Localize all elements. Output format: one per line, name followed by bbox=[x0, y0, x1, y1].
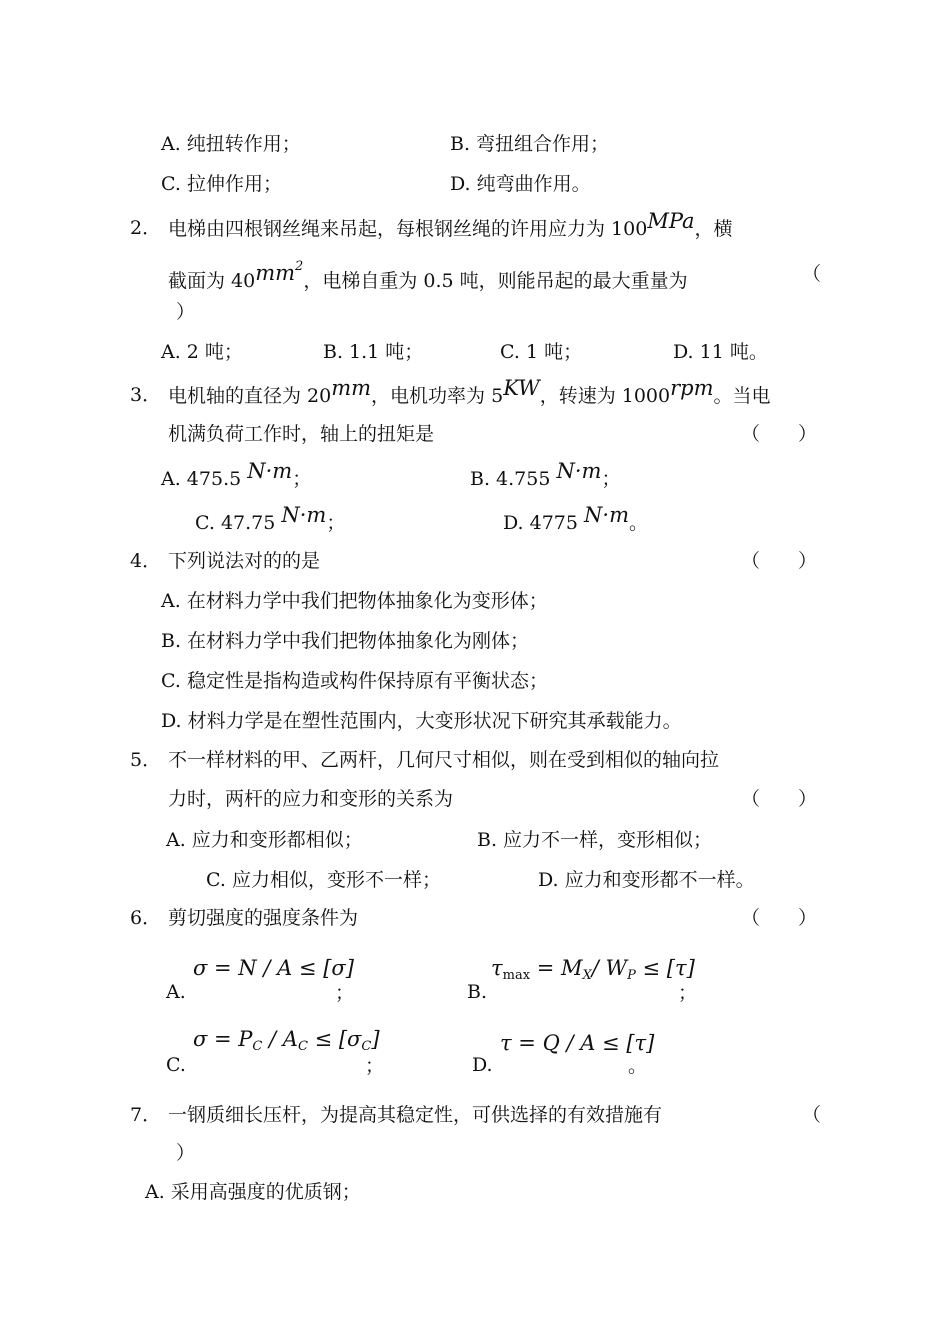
q1-option-c: C. 拉伸作用； bbox=[161, 173, 282, 195]
q2-stem-line1 bbox=[168, 209, 733, 241]
q2-text: ，横 bbox=[694, 218, 733, 240]
q2-option-c: C. 1 吨； bbox=[500, 341, 583, 363]
q2-option-b: B. 1.1 吨； bbox=[323, 341, 424, 363]
q3-text: 电机轴的直径为 20 bbox=[168, 385, 332, 407]
q3-option-d-end: 。 bbox=[629, 512, 649, 534]
q3-option-b-value: B. 4.755 bbox=[470, 468, 557, 490]
q3-option-d-value: D. 4775 bbox=[503, 512, 585, 534]
q6-option-a-end: ； bbox=[335, 982, 355, 1004]
q2-answer-paren-open: （ bbox=[802, 263, 822, 285]
q7-stem: 一钢质细长压杆，为提高其稳定性，可供选择的有效措施有 bbox=[168, 1104, 663, 1126]
q6-formula-c-a: / A bbox=[262, 1027, 298, 1051]
q3-unit-mm: mm bbox=[331, 376, 372, 400]
q6-formula-d: τ = Q / A ≤ [τ] bbox=[500, 1031, 655, 1055]
q6-option-a-label: A. bbox=[166, 981, 186, 1003]
q3-option-b-end: ； bbox=[601, 468, 621, 490]
q6-formula-c bbox=[193, 1027, 380, 1054]
q3-unit-nm: N·m bbox=[556, 459, 602, 483]
q2-unit-exponent: 2 bbox=[295, 259, 304, 274]
q6-option-d-end: 。 bbox=[628, 1055, 648, 1077]
q3-option-c bbox=[195, 503, 346, 535]
q4-number: 4． bbox=[130, 550, 162, 572]
q1-option-b: B. 弯扭组合作用； bbox=[450, 133, 610, 155]
q4-option-a: A. 在材料力学中我们把物体抽象化为变形体； bbox=[161, 590, 548, 612]
q6-formula-b-end: ≤ [τ] bbox=[635, 956, 695, 980]
q6-formula-a: σ = N / A ≤ [σ] bbox=[193, 956, 354, 980]
q6-option-c-end: ； bbox=[365, 1055, 385, 1077]
q6-answer-paren: （ ） bbox=[741, 907, 818, 929]
q2-stem-line2 bbox=[168, 259, 688, 293]
q6-formula-c-sigma: ≤ [σ bbox=[307, 1027, 362, 1051]
q2-number: 2． bbox=[130, 217, 162, 239]
q1-option-d: D. 纯弯曲作用。 bbox=[450, 173, 591, 195]
q2-text: 电梯由四根钢丝绳来吊起，每根钢丝绳的许用应力为 100 bbox=[168, 218, 648, 240]
q6-formula-b bbox=[491, 956, 695, 983]
q6-stem: 剪切强度的强度条件为 bbox=[168, 907, 359, 929]
q6-formula-c-sub: C bbox=[361, 1039, 372, 1054]
q3-stem-line2: 机满负荷工作时，轴上的扭矩是 bbox=[168, 423, 435, 445]
q5-option-b: B. 应力不一样，变形相似； bbox=[477, 829, 713, 851]
q6-formula-b-w: / W bbox=[591, 956, 628, 980]
q3-unit-nm: N·m bbox=[584, 503, 629, 527]
q3-option-d bbox=[503, 503, 649, 535]
q4-option-c: C. 稳定性是指构造或构件保持原有平衡状态； bbox=[161, 670, 548, 692]
q3-text: ，转速为 1000 bbox=[539, 385, 671, 407]
q6-formula-c-sub: C bbox=[297, 1039, 308, 1054]
q6-formula-c-bracket: ] bbox=[371, 1027, 380, 1051]
q7-answer-paren-close: ） bbox=[176, 1142, 196, 1164]
q3-option-b bbox=[470, 459, 621, 491]
q3-text: ，电机功率为 5 bbox=[371, 385, 504, 407]
q6-formula-b-sub-max: max bbox=[502, 968, 531, 983]
q4-option-b: B. 在材料力学中我们把物体抽象化为刚体； bbox=[161, 630, 530, 652]
q6-formula-b-tau: τ bbox=[491, 956, 503, 980]
q3-text: 。当电 bbox=[713, 385, 771, 407]
q7-number: 7． bbox=[130, 1104, 162, 1126]
q3-option-c-end: ； bbox=[326, 512, 346, 534]
q1-option-a: A. 纯扭转作用； bbox=[161, 133, 301, 155]
q6-formula-c-p: σ = P bbox=[193, 1027, 253, 1051]
q3-option-c-value: C. 47.75 bbox=[195, 512, 282, 534]
q2-option-d: D. 11 吨。 bbox=[673, 341, 768, 363]
q6-formula-b-sub-x: X bbox=[582, 968, 592, 983]
q3-answer-paren: （ ） bbox=[741, 423, 818, 445]
q2-text: ，电梯自重为 0.5 吨，则能吊起的最大重量为 bbox=[303, 270, 688, 292]
q6-option-b-label: B. bbox=[467, 981, 488, 1003]
q3-unit-kw: KW bbox=[503, 376, 540, 400]
q7-answer-paren-open: （ bbox=[802, 1104, 822, 1126]
q3-unit-nm: N·m bbox=[247, 459, 293, 483]
q5-stem-line1: 不一样材料的甲、乙两杆，几何尺寸相似，则在受到相似的轴向拉 bbox=[168, 749, 720, 771]
q3-unit-rpm: rpm bbox=[670, 376, 714, 400]
q4-stem: 下列说法对的的是 bbox=[168, 550, 321, 572]
q3-number: 3． bbox=[130, 384, 162, 406]
q3-option-a-end: ； bbox=[292, 468, 312, 490]
q4-option-d: D. 材料力学是在塑性范围内，大变形状况下研究其承载能力。 bbox=[161, 710, 682, 732]
q4-answer-paren: （ ） bbox=[741, 550, 818, 572]
q3-unit-nm: N·m bbox=[281, 503, 327, 527]
q6-formula-b-m: = M bbox=[530, 956, 583, 980]
q3-stem-line1 bbox=[168, 376, 771, 408]
q2-answer-paren-close: ） bbox=[176, 301, 196, 323]
q6-option-b-end: ； bbox=[678, 982, 698, 1004]
q7-option-a: A. 采用高强度的优质钢； bbox=[145, 1181, 361, 1203]
q2-text: 截面为 40 bbox=[168, 270, 256, 292]
q3-option-a-value: A. 475.5 bbox=[161, 468, 248, 490]
q5-option-c: C. 应力相似，变形不一样； bbox=[206, 869, 441, 891]
q5-number: 5． bbox=[130, 749, 162, 771]
q6-formula-b-sub-p: P bbox=[627, 968, 636, 983]
q5-option-d: D. 应力和变形都不一样。 bbox=[538, 869, 755, 891]
q2-unit-mpa: MPa bbox=[647, 209, 695, 233]
q3-option-a bbox=[161, 459, 312, 491]
q2-option-a: A. 2 吨； bbox=[161, 341, 243, 363]
q6-option-d-label: D. bbox=[472, 1054, 493, 1076]
q2-unit-mm: mm bbox=[255, 261, 296, 285]
q5-answer-paren: （ ） bbox=[741, 788, 818, 810]
q5-stem-line2: 力时，两杆的应力和变形的关系为 bbox=[168, 788, 454, 810]
q5-option-a: A. 应力和变形都相似； bbox=[166, 829, 363, 851]
q6-option-c-label: C. bbox=[166, 1054, 186, 1076]
q6-number: 6． bbox=[130, 907, 162, 929]
q6-formula-c-sub: C bbox=[252, 1039, 263, 1054]
